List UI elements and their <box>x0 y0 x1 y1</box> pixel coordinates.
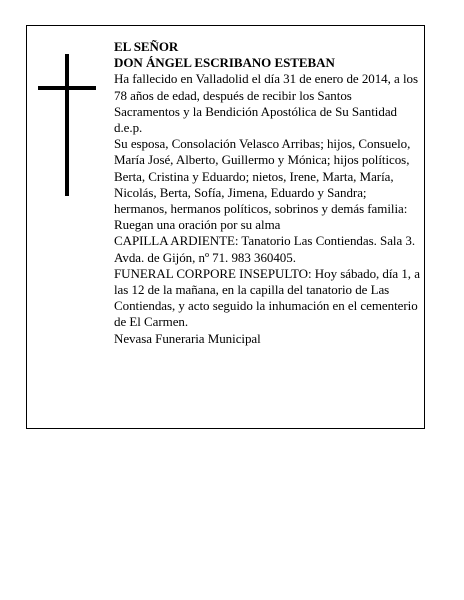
funeral-home: Nevasa Funeraria Municipal <box>114 330 261 346</box>
cross-icon <box>38 54 96 196</box>
deceased-title: EL SEÑOR <box>114 39 179 54</box>
prayer-request: Ruegan una oración por su alma <box>114 217 281 233</box>
deceased-name: DON ÁNGEL ESCRIBANO ESTEBAN <box>114 55 335 71</box>
cross-horizontal-bar <box>38 86 96 90</box>
obituary-text <box>114 39 420 347</box>
death-announcement: Ha fallecido en Valladolid el día 31 de enero de 2014, a los 78 años de edad, después de recibir los Santos Sacramentos y la Bendición Apostólica de Su Santidad d.e.p. <box>114 71 418 136</box>
family-list: Su esposa, Consolación Velasco Arribas; hijos, Consuelo, María José, Alberto, Guillermo y Mónica; hijos políticos, Berta, Cristina y Eduardo; nietos, Irene, Marta, María, Nicolás, Berta, Sofía, Jimena, Eduardo y Sandra; hermanos, hermanos políticos, sobrinos y demás familia: <box>114 136 411 217</box>
funeral-info: FUNERAL CORPORE INSEPULTO: Hoy sábado, día 1, a las 12 de la mañana, en la capilla del tanatorio de Las Contiendas, y acto seguido la inhumación en el cementerio de El Carmen. <box>114 265 420 330</box>
cross-vertical-bar <box>65 54 69 196</box>
chapel-info: CAPILLA ARDIENTE: Tanatorio Las Contiendas. Sala 3. Avda. de Gijón, nº 71. 983 360405. <box>114 233 416 265</box>
